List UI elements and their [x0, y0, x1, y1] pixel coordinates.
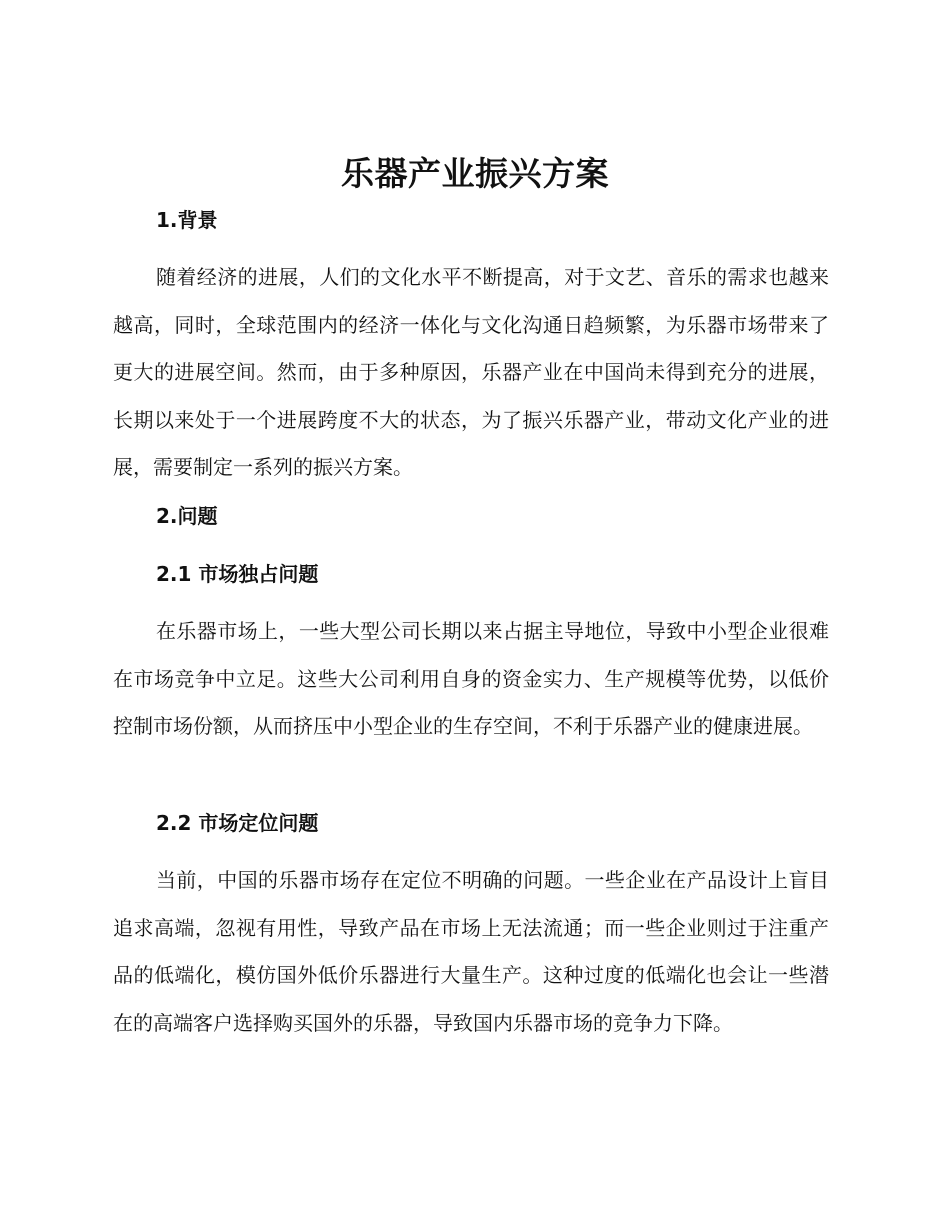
section-heading-problems: 2.问题 — [156, 504, 218, 528]
section-heading-background: 1.背景 — [156, 208, 218, 232]
subsection-heading-market-monopoly: 2.1 市场独占问题 — [156, 562, 319, 586]
paragraph-background: 随着经济的进展，人们的文化水平不断提高，对于文艺、音乐的需求也越来越高，同时，全球范围内的经济一体化与文化沟通日趋频繁，为乐器市场带来了更大的进展空间。然而，由于多种原因，乐器产业在中国尚未得到充分的进展，长期以来处于一个进展跨度不大的状态，为了振兴乐器产业，带动文化产业的进展，需要制定一系列的振兴方案。 — [113, 265, 829, 479]
subsection-heading-market-positioning: 2.2 市场定位问题 — [156, 811, 319, 835]
paragraph-market-positioning: 当前，中国的乐器市场存在定位不明确的问题。一些企业在产品设计上盲目追求高端，忽视有用性，导致产品在市场上无法流通；而一些企业则过于注重产品的低端化，模仿国外低价乐器进行大量生产。这种过度的低端化也会让一些潜在的高端客户选择购买国外的乐器，导致国内乐器市场的竞争力下降。 — [113, 868, 829, 1035]
paragraph-market-monopoly: 在乐器市场上，一些大型公司长期以来占据主导地位，导致中小型企业很难在市场竞争中立足。这些大公司利用自身的资金实力、生产规模等优势，以低价控制市场份额，从而挤压中小型企业的生存空间，不利于乐器产业的健康进展。 — [113, 619, 829, 738]
document-title: 乐器产业振兴方案 — [341, 154, 609, 193]
